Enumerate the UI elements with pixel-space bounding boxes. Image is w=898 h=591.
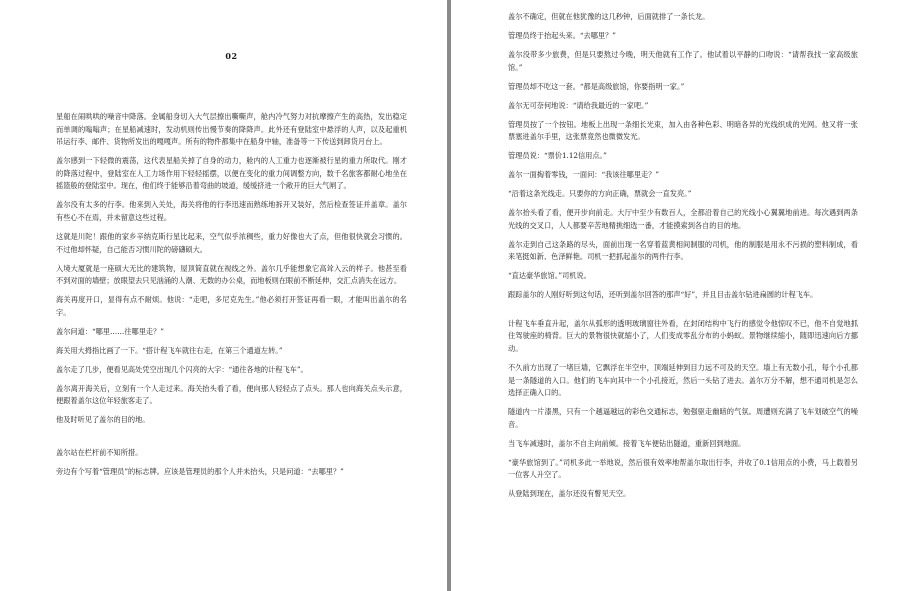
paragraph: 不久前方出现了一堵巨墙，它飘浮在半空中，顶端延伸到目力远不可及的天空。墙上有无数小孔，每个小孔都是一条隧道的入口。他们的飞车向其中一个小孔接近，然后一头钻了进去。盖尔万分不解，想不通司机是怎么选择正确入口的。 xyxy=(508,362,858,398)
paragraph: 盖尔不确定，但就在他犹豫的这几秒钟，后面就排了一条长龙。 xyxy=(508,12,710,21)
paragraph: 当飞车减速时，盖尔不自主向前倾。接着飞车便钻出隧道，重新回到地面。 xyxy=(508,438,746,448)
paragraph: 跟踪盖尔的人刚好听到这句话，还听到盖尔回答的那声“好”，并且目击盖尔钻进扁圆的计程飞车。 xyxy=(508,290,818,300)
paragraph: 盖尔感到一下轻微的震荡，这代表星船关掉了自身的动力，舱内的人工重力也逐渐被行星的重力所取代。刚才的降落过程中，登陆室在人工力场作用下轻轻摇摆，以便在变化的重力间调整方向，数千名旅客都耐心地坐在摇篮般的登陆室中。现在，他们终于能够沿着弯曲的坡道，缓缓挤进一个敞开的巨大气闸了。 xyxy=(56,156,407,191)
paragraph: 他及时听见了盖尔的目的地。 xyxy=(56,415,150,425)
paragraph: 管理员却不吃这一套。“都是高级旅馆，你要指明一家。” xyxy=(508,81,685,91)
paragraph: 盖尔站在栏杆前不知所措。 xyxy=(56,447,143,457)
top-margin xyxy=(508,0,858,11)
paragraph: 盖尔抬头看了看，便开步向前走。大厅中至少有数百人，全都沿着自己的光线小心翼翼地前进。每次遇到两条光线的交叉口，人人都要辛苦地精挑细选一番，才能摸索到各自的目的地。 xyxy=(508,208,858,230)
right-page xyxy=(451,0,898,591)
paragraph: 盖尔走到自己这条路的尽头，面前出现一名穿着蓝黄相间制服的司机，他的制服是用永不污损的塑料制成，看来笔挺如新、色泽鲜艳。司机一把抓起盖尔的两件行李。 xyxy=(508,239,858,262)
paragraph: 盖尔走了几步，便看见高处凭空出现几个闪亮的大字：“通往各地的计程飞车”。 xyxy=(56,364,308,374)
paragraph: 入境大厦就是一座硕大无比的建筑物，屋顶简直就在视线之外。盖尔几乎能想象它高耸入云的样子。他甚至看不到对面的墙壁；放眼望去只见汹涌的人潮、无数的办公桌，而地板则在眼前不断延伸，交汇点消失在远方。 xyxy=(56,263,407,286)
paragraph: “直达豪华旅馆。”司机说。 xyxy=(508,271,591,281)
paragraph: 盖尔没带多少旅费，但是只要熬过今晚，明天他就有工作了。他试着以平静的口吻说：“请帮我找一家高级旅馆。” xyxy=(508,49,858,72)
paragraph: 盖尔没有太多的行李。他来到入关处，海关将他的行李迅速而熟练地拆开又装好，然后检查签证并盖章。盖尔有些心不在焉，并未留意这些过程。 xyxy=(56,200,407,222)
paragraph: 盖尔无可奈何地说：“请给我最近的一家吧。” xyxy=(508,100,649,110)
paragraph: 盖尔一面掏着零钱，一面问：“我该往哪里走？” xyxy=(508,170,660,180)
section-break xyxy=(56,427,407,447)
paragraph: 管理员终于抬起头来。“去哪里？” xyxy=(508,30,616,40)
left-page xyxy=(0,0,447,591)
paragraph: 旁边有个写着“管理员”的标志牌。应该是管理员的那个人并未抬头，只是问道：“去哪里？” xyxy=(56,466,344,476)
chapter-number: 02 xyxy=(225,51,238,61)
paragraph: 星船在闹哄哄的噪音中降落。金属船身切入大气层擦出嘶嘶声，舱内冷气努力对抗摩擦产生的高热，发出稳定而单调的嗡嗡声；在星船减速时，发动机则传出慢节奏的降降声。此外还有登陆室中悬浮的人声，以及起重机吊运行李、邮件、货物所发出的嘎嘎声。所有的物件都集中在船身中轴，准备等一下传送到卸货月台上。 xyxy=(56,112,407,147)
paragraph: “豪华旅馆到了。”司机多此一举地说，然后很有效率地帮盖尔取出行李，并收了0.1信用点的小费，马上载着另一位客人升空了。 xyxy=(508,457,858,480)
paragraph: 计程飞车垂直升起，盖尔从弧形的透明玻璃窗往外看，在封闭结构中飞行的感觉令他惊叹不已，他不自觉地抓住驾驶座的椅背。巨大的景物很快就缩小了，人们变成零乱分布的小蚂蚁。景物继续缩小，随即迅速向后方挪动。 xyxy=(508,318,858,353)
section-break xyxy=(508,302,858,318)
chapter-spacer xyxy=(56,61,407,111)
paragraph: 海关再度开口，显得有点不耐烦。他说：“走吧，多尼克先生。”他必须打开签证再看一眼，才能叫出盖尔的名字。 xyxy=(56,295,407,317)
paragraph: 这就是川陀！跟他的家乡辛纳克斯行星比起来，空气似乎浓稠些，重力好像也大了点，但他很快就会习惯的。不过他却怀疑，自己能否习惯川陀的磅礴硕大。 xyxy=(56,231,407,254)
paragraph: 从登陆到现在，盖尔还没有瞥见天空。 xyxy=(508,489,631,499)
paragraph: 管理员按了一个按钮。地板上出现一条细长光束，加入由各种色彩、明暗各异的光线织成的光网。他又将一张票塞进盖尔手里，这张票竟然也微微发光。 xyxy=(508,119,858,142)
paragraph: 盖尔问道：“哪里……往哪里走？” xyxy=(56,326,164,336)
paragraph: 海关用大拇指比画了一下。“搭计程飞车就往右走，在第三个通道左转。” xyxy=(56,345,283,355)
paragraph: 管理员说：“票价1.12信用点。” xyxy=(508,151,607,161)
paragraph: “沿着这条光线走。只要你的方向正确，票就会一直发亮。” xyxy=(508,189,692,199)
paragraph: 隧道内一片漆黑，只有一个越逼越远的彩色交通标志，勉强驱走幽暗的气氛。周遭则充满了飞车划破空气的噪音。 xyxy=(508,407,858,429)
paragraph: 盖尔离开海关后，立刻有一个人走过来。海关抬头看了看，便向那人轻轻点了点头。那人也向海关点头示意，便跟着盖尔这位年轻旅客走了。 xyxy=(56,383,407,406)
